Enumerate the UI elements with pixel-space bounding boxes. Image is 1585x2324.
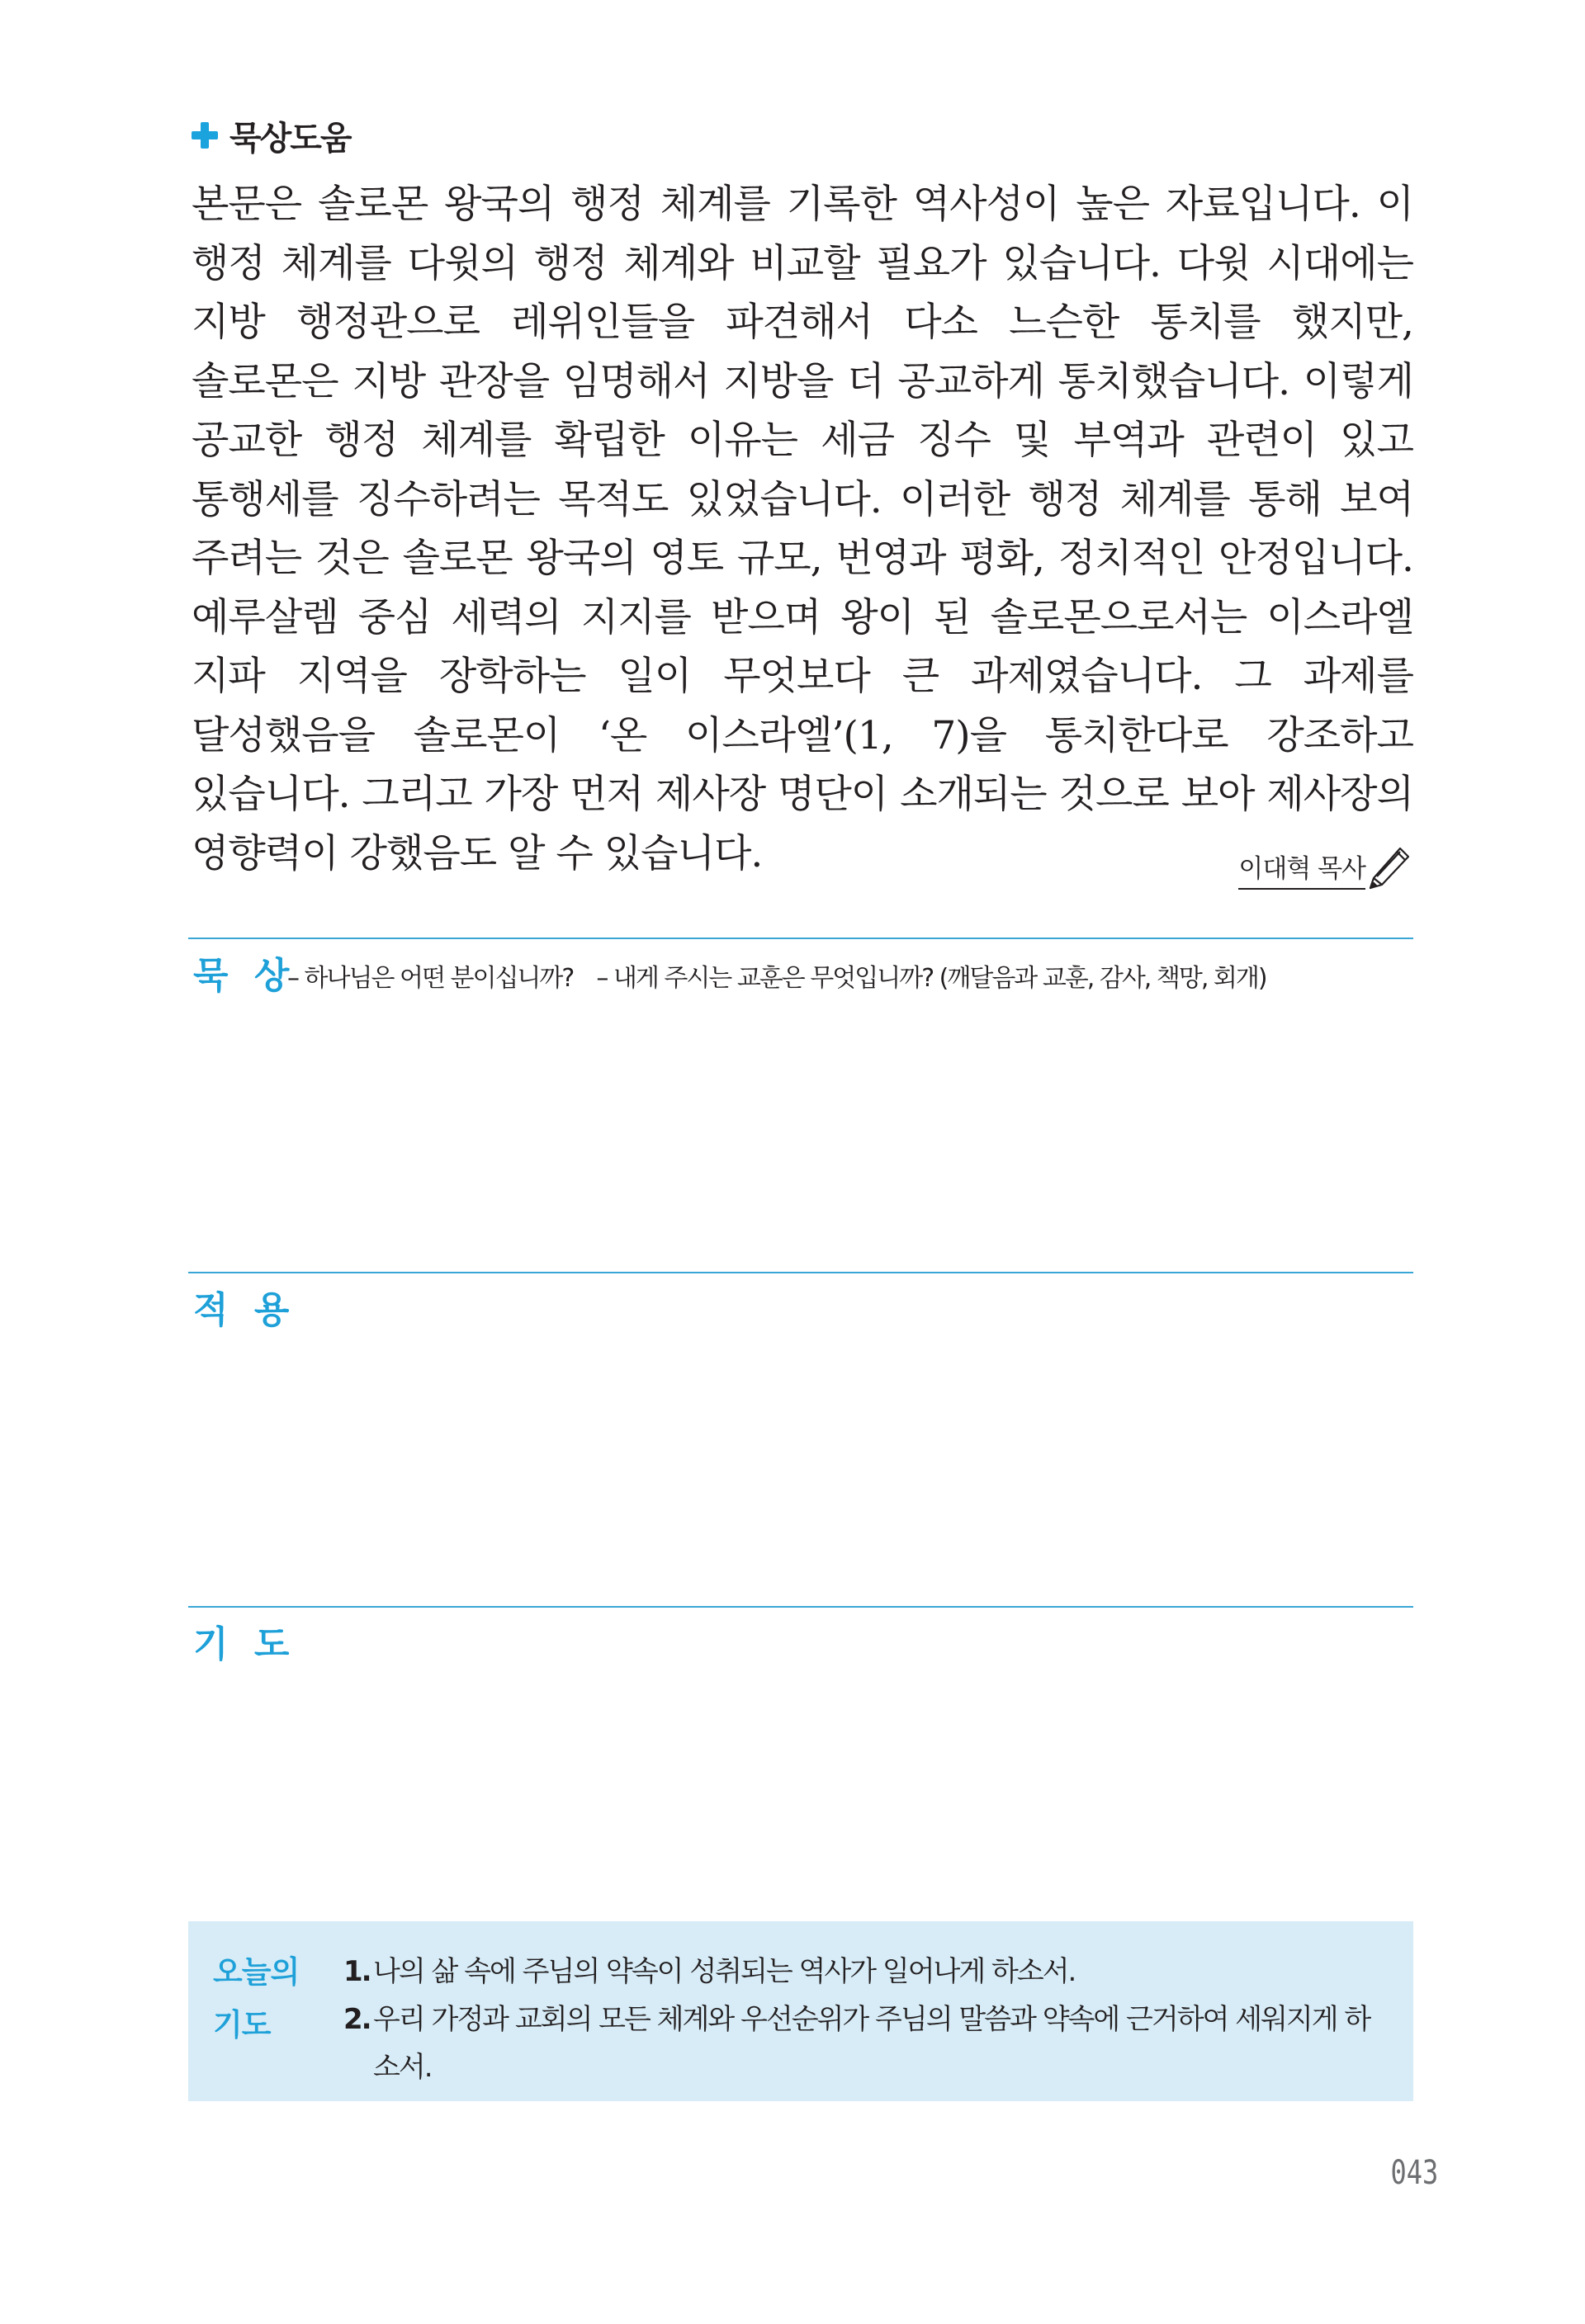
application-section (188, 1272, 1413, 1331)
pencil-icon (1362, 840, 1413, 891)
todays-prayer-list (343, 1948, 1384, 2091)
page-number: 043 (1390, 2154, 1438, 2192)
list-item (343, 1996, 1384, 2091)
prayer-item-number: 2. (343, 2003, 371, 2036)
meditation-prompt-2: – 내게 주시는 교훈은 무엇입니까? (깨달음과 교훈, 감사, 책망, 회개) (596, 964, 1266, 993)
todays-prayer-label (213, 1946, 299, 2052)
helper-header (192, 112, 351, 158)
todays-prayer-label-line1: 오늘의 (213, 1954, 300, 1990)
prayer-section (188, 1606, 1413, 1665)
prayer-item-number: 1. (343, 1955, 371, 1988)
helper-body-text: 본문은 솔로몬 왕국의 행정 체계를 기록한 역사성이 높은 자료입니다. 이 행정 체계를 다윗의 행정 체계와 비교할 필요가 있습니다. 다윗 시대에는 지방 행정관으로 레위인들을 파견해서 다소 느슨한 통치를 했지만, 솔로몬은 지방 관장을 임명해서 지방을 더 공교하게 통치했습니다. 이렇게 공교한 행정 체계를 확립한 이유는 세금 징수 및 부역과 관련이 있고 통행세를 징수하려는 목적도 있었습니다. 이러한 행정 체계를 통해 보여 주려는 것은 솔로몬 왕국의 영토 규모, 번영과 평화, 정치적인 안정입니다. 예루살렘 중심 세력의 지지를 받으며 왕이 된 솔로몬으로서는 이스라엘 지파 지역을 장학하는 일이 무엇보다 큰 과제였습니다. 그 과제를 달성했음을 솔로몬이 ‘온 이스라엘’(1, 7)을 통치한다로 강조하고 있습니다. 그리고 가장 먼저 제사장 명단이 소개되는 것으로 보아 제사장의 영향력이 강했음도 알 수 있습니다. (192, 182, 1413, 876)
author-signature (1238, 840, 1413, 890)
meditation-prompt-1: – 하나님은 어떤 분이십니까? (287, 964, 574, 993)
todays-prayer-box (188, 1921, 1413, 2101)
prayer-title: 기 도 (193, 1623, 296, 1665)
helper-title: 묵상도움 (229, 119, 351, 158)
meditation-title: 묵 상 (193, 955, 296, 997)
application-title: 적 용 (193, 1289, 296, 1331)
author-name: 이대혁 목사 (1238, 848, 1365, 890)
todays-prayer-label-line2: 기도 (213, 2007, 271, 2043)
meditation-section (188, 938, 1413, 997)
prayer-item-text: 나의 삶 속에 주님의 약속이 성취되는 역사가 일어나게 하소서. (373, 1955, 1076, 1988)
plus-icon (192, 122, 218, 149)
list-item (343, 1948, 1384, 1996)
meditation-prompt (287, 957, 1266, 994)
prayer-item-text: 우리 가정과 교회의 모든 체계와 우선순위가 주님의 말씀과 약속에 근거하여 세워지게 하소서. (373, 2003, 1370, 2084)
